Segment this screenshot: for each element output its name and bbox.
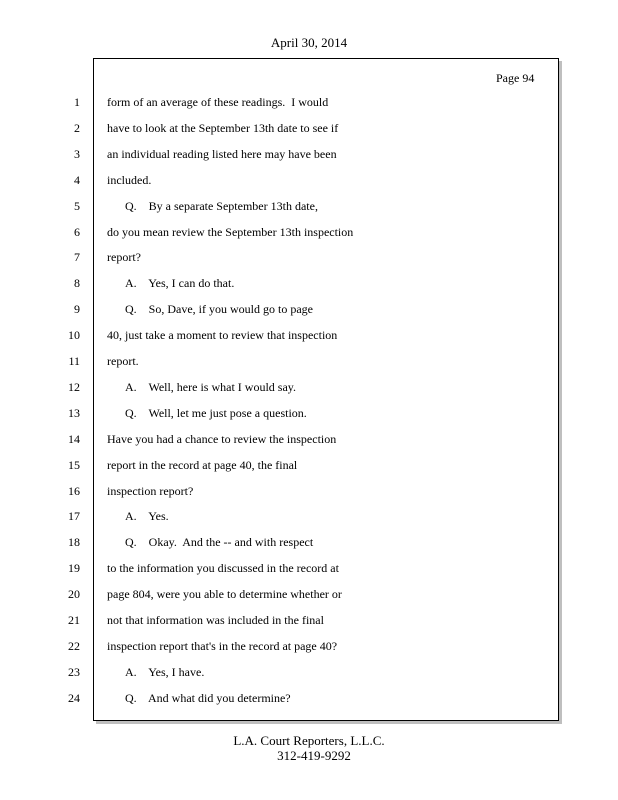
line-number: 15 xyxy=(68,457,80,472)
line-number: 23 xyxy=(68,664,80,679)
transcript-line xyxy=(0,532,560,552)
footer-phone: 312-419-9292 xyxy=(277,748,351,763)
line-number: 10 xyxy=(68,328,80,343)
line-text: Q. And what did you determine? xyxy=(125,690,291,705)
line-text: not that information was included in the final xyxy=(107,613,324,627)
line-text: to the information you discussed in the record at xyxy=(107,561,339,576)
transcript-line xyxy=(0,196,560,216)
line-text: A. Well, here is what I would say. xyxy=(125,379,296,394)
line-number: 16 xyxy=(68,483,80,498)
line-text: Q. Okay. And the -- and with respect xyxy=(125,535,314,550)
line-number: 12 xyxy=(68,379,80,394)
transcript-line xyxy=(0,403,560,423)
transcript-line xyxy=(0,481,560,501)
transcript-line xyxy=(0,170,560,190)
line-text: report? xyxy=(107,250,141,265)
transcript-line xyxy=(0,377,560,397)
line-text: A. Yes, I can do that. xyxy=(125,276,235,291)
line-text: inspection report? xyxy=(107,483,194,498)
line-number: 9 xyxy=(74,302,80,317)
transcript-line xyxy=(0,688,560,708)
line-text: Q. Well, let me just pose a question. xyxy=(125,405,307,420)
line-number: 14 xyxy=(68,431,80,446)
line-number: 22 xyxy=(68,638,80,653)
transcript-line xyxy=(0,351,560,371)
line-text: Q. So, Dave, if you would go to page xyxy=(125,302,313,317)
line-number: 6 xyxy=(74,224,80,239)
line-number: 1 xyxy=(74,95,80,109)
transcript-line xyxy=(0,247,560,267)
line-text: inspection report that's in the record at page 40? xyxy=(107,638,338,653)
line-text: A. Yes, I have. xyxy=(125,664,205,679)
line-text: included. xyxy=(107,172,152,187)
line-number: 4 xyxy=(74,172,80,187)
line-number: 8 xyxy=(74,276,80,291)
transcript-line xyxy=(0,325,560,345)
transcript-line xyxy=(0,273,560,293)
line-number: 11 xyxy=(68,354,80,368)
line-number: 2 xyxy=(74,120,80,135)
transcript-line xyxy=(0,610,560,630)
line-text: page 804, were you able to determine whether or xyxy=(107,587,342,602)
transcript-line xyxy=(0,92,560,112)
transcript-line xyxy=(0,455,560,475)
line-text: report. xyxy=(107,354,139,368)
transcript-line xyxy=(0,506,560,526)
transcript-line xyxy=(0,584,560,604)
line-text: report in the record at page 40, the final xyxy=(107,457,298,472)
transcript-line xyxy=(0,662,560,682)
transcript-line xyxy=(0,636,560,656)
transcript-line xyxy=(0,558,560,578)
line-number: 21 xyxy=(68,613,80,627)
line-number: 13 xyxy=(68,405,80,420)
line-number: 17 xyxy=(68,509,80,524)
line-number: 5 xyxy=(74,198,80,213)
line-text: do you mean review the September 13th inspection xyxy=(107,224,354,239)
page-number: Page 94 xyxy=(496,71,535,85)
line-number: 3 xyxy=(74,146,80,161)
line-text: Q. By a separate September 13th date, xyxy=(125,198,318,213)
transcript-line xyxy=(0,144,560,164)
line-text: A. Yes. xyxy=(125,509,169,524)
line-text: have to look at the September 13th date to see if xyxy=(107,120,339,135)
transcript-date: April 30, 2014 xyxy=(270,35,348,50)
line-number: 7 xyxy=(74,250,80,265)
footer-company: L.A. Court Reporters, L.L.C. xyxy=(233,733,385,748)
line-number: 20 xyxy=(68,587,80,602)
line-number: 24 xyxy=(68,690,80,705)
transcript-line xyxy=(0,299,560,319)
line-text: an individual reading listed here may have been xyxy=(107,146,337,161)
line-number: 18 xyxy=(68,535,80,550)
line-text: 40, just take a moment to review that inspection xyxy=(107,328,338,343)
transcript-line xyxy=(0,118,560,138)
transcript-line xyxy=(0,222,560,242)
line-text: form of an average of these readings. I would xyxy=(107,95,329,109)
line-text: Have you had a chance to review the inspection xyxy=(107,431,337,446)
transcript-line xyxy=(0,429,560,449)
line-number: 19 xyxy=(68,561,80,576)
